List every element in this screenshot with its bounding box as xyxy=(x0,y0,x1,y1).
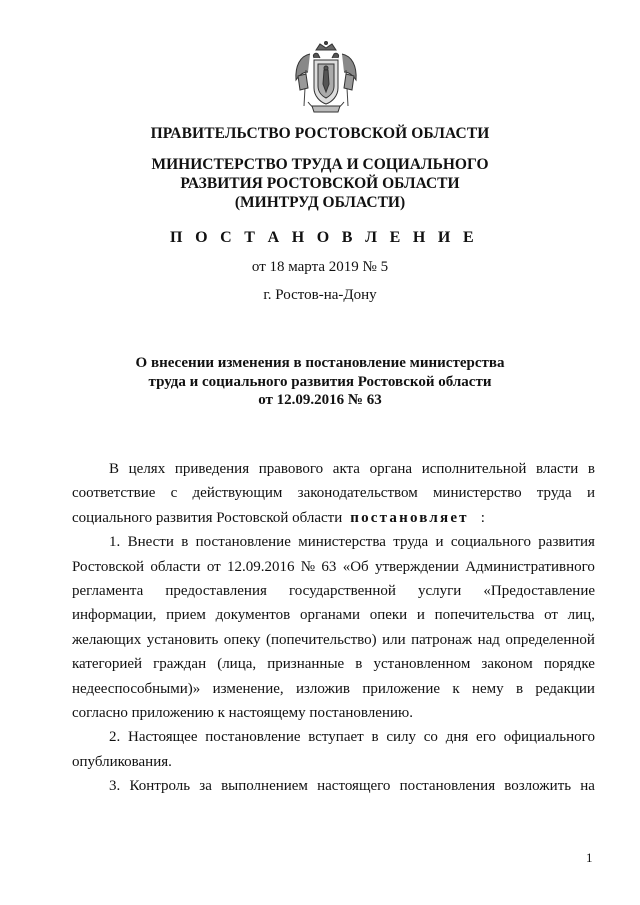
body-line xyxy=(72,530,595,554)
body-word: № xyxy=(300,558,316,575)
body-word: услуги xyxy=(417,582,462,599)
body-word: 12.09.2016 xyxy=(226,558,295,575)
spaced-keyword xyxy=(350,506,472,530)
body-line xyxy=(72,603,595,627)
subject-line: от 12.09.2016 № 63 xyxy=(258,392,382,408)
body-word: в xyxy=(371,729,379,746)
body-word: порядке xyxy=(543,656,595,673)
body-line xyxy=(72,677,595,701)
body-word: определенной xyxy=(505,631,595,648)
body-word: целях xyxy=(128,461,166,477)
body-word: труда xyxy=(536,485,572,502)
body-word: установить xyxy=(146,631,219,648)
body-word: постановление xyxy=(195,534,291,551)
document-body xyxy=(72,457,595,798)
body-word: изложив xyxy=(295,680,350,697)
body-word: постановления xyxy=(399,778,496,795)
body-word: Настоящее xyxy=(128,729,198,746)
body-word: прием xyxy=(166,607,206,624)
body-word: (лица, xyxy=(217,656,257,673)
body-word: или xyxy=(382,631,406,648)
body-word: возложить xyxy=(504,778,572,795)
spaced-keyword-text: постановляет xyxy=(350,509,469,526)
body-word: и xyxy=(586,485,595,502)
body-word: настоящего xyxy=(317,778,391,795)
document-subject xyxy=(0,354,640,410)
subject-line: О внесении изменения в постановление министерства xyxy=(135,355,505,371)
body-word: информации, xyxy=(72,607,157,624)
coat-of-arms-emblem xyxy=(290,40,362,116)
body-word: официального xyxy=(503,729,595,746)
body-word: граждан xyxy=(153,656,207,673)
body-word: Внести xyxy=(127,534,174,551)
body-word: в xyxy=(515,680,524,697)
body-word: 2. xyxy=(109,729,121,746)
ministry-line: МИНИСТЕРСТВО ТРУДА И СОЦИАЛЬНОГО xyxy=(151,156,489,173)
body-word: исполнительной xyxy=(421,461,527,477)
body-text-span: социального развития Ростовской области xyxy=(72,509,343,526)
document-city: г. Ростов-на-Дону xyxy=(263,287,377,303)
body-word: В xyxy=(109,461,120,477)
body-word: законодательством xyxy=(297,485,418,502)
body-word: и xyxy=(416,607,425,624)
body-word: труда xyxy=(393,534,429,551)
body-word: «Об xyxy=(342,558,369,575)
body-line xyxy=(72,750,595,774)
ministry-line: РАЗВИТИЯ РОСТОВСКОЙ ОБЛАСТИ xyxy=(180,175,460,192)
body-word: действующим xyxy=(192,485,283,502)
body-word: его xyxy=(476,729,496,746)
body-word: опеку xyxy=(223,631,261,648)
body-line xyxy=(72,506,595,530)
body-word: приведения xyxy=(174,461,250,477)
body-word: категорией xyxy=(72,656,143,673)
body-word: на xyxy=(580,778,595,795)
body-word: 3. xyxy=(109,778,121,795)
body-line xyxy=(72,579,595,603)
body-word: в xyxy=(181,534,189,551)
body-word: желающих xyxy=(72,631,142,648)
body-word: 1. xyxy=(109,534,121,551)
body-line xyxy=(72,652,595,676)
body-word: утверждении xyxy=(374,558,459,575)
body-text-span: согласно приложению к настоящему постановлению. xyxy=(72,704,413,721)
body-word: к xyxy=(452,680,460,697)
body-line xyxy=(72,725,595,749)
body-line xyxy=(72,555,595,579)
body-word: силу xyxy=(386,729,416,746)
body-word: изменение, xyxy=(212,680,284,697)
document-date-number: от 18 марта 2019 № 5 xyxy=(251,259,389,275)
body-word: Контроль xyxy=(129,778,191,795)
body-word: установленном xyxy=(373,656,471,673)
body-word: регламента xyxy=(72,582,144,599)
body-word: и xyxy=(435,534,444,551)
ministry-name xyxy=(0,155,640,212)
body-word: нему xyxy=(471,680,504,697)
body-word: приложение xyxy=(362,680,441,697)
body-word: Ростовской xyxy=(72,558,145,575)
body-word: правового xyxy=(258,461,324,477)
body-word: за xyxy=(199,778,212,795)
body-word: государственной xyxy=(288,582,396,599)
body-word: попечительства xyxy=(434,607,535,624)
body-line xyxy=(72,774,595,798)
body-word: власти xyxy=(535,461,579,477)
body-word: с xyxy=(170,485,178,502)
document-type-title: П О С Т А Н О В Л Е Н И Е xyxy=(170,229,478,246)
body-word: органа xyxy=(369,461,413,477)
body-word: недееспособными)» xyxy=(72,680,201,697)
subject-line: труда и социального развития Ростовской области xyxy=(148,373,492,390)
body-line xyxy=(72,701,595,725)
body-word: от xyxy=(544,607,558,624)
body-word: предоставления xyxy=(165,582,267,599)
page-number: 1 xyxy=(586,850,593,865)
government-name: ПРАВИТЕЛЬСТВО РОСТОВСКОЙ ОБЛАСТИ xyxy=(150,125,490,142)
body-word: развития xyxy=(538,534,595,551)
body-word: министерство xyxy=(432,485,522,502)
body-word: в xyxy=(355,656,363,673)
body-word: редакции xyxy=(535,680,595,697)
body-word: органами xyxy=(299,607,360,624)
body-word: социального xyxy=(450,534,531,551)
body-word: признанные xyxy=(267,656,345,673)
body-word: акта xyxy=(332,461,360,477)
body-word: постановление xyxy=(205,729,301,746)
ministry-line: (МИНТРУД ОБЛАСТИ) xyxy=(234,194,406,211)
body-word: опеки xyxy=(369,607,408,624)
body-word: дня xyxy=(445,729,469,746)
body-line xyxy=(72,628,595,652)
body-word: над xyxy=(477,631,500,648)
body-word: лиц, xyxy=(567,607,595,624)
body-word: 63 xyxy=(321,558,337,575)
body-line xyxy=(72,457,595,481)
body-word: Административного xyxy=(465,558,595,575)
body-word: законом xyxy=(481,656,533,673)
body-line xyxy=(72,481,595,505)
body-word: в xyxy=(587,461,595,477)
body-word: вступает xyxy=(308,729,364,746)
body-word: министерства xyxy=(298,534,386,551)
body-word: области xyxy=(150,558,201,575)
body-word: патронаж xyxy=(411,631,473,648)
body-word: документов xyxy=(215,607,291,624)
body-word: «Предоставление xyxy=(483,582,595,599)
body-word: выполнением xyxy=(221,778,308,795)
body-word: со xyxy=(423,729,438,746)
body-word: (попечительство) xyxy=(265,631,377,648)
body-text-span: : xyxy=(480,509,485,526)
body-word: соответствие xyxy=(72,485,156,502)
body-text-span: опубликования. xyxy=(72,753,172,770)
body-word: от xyxy=(206,558,221,575)
